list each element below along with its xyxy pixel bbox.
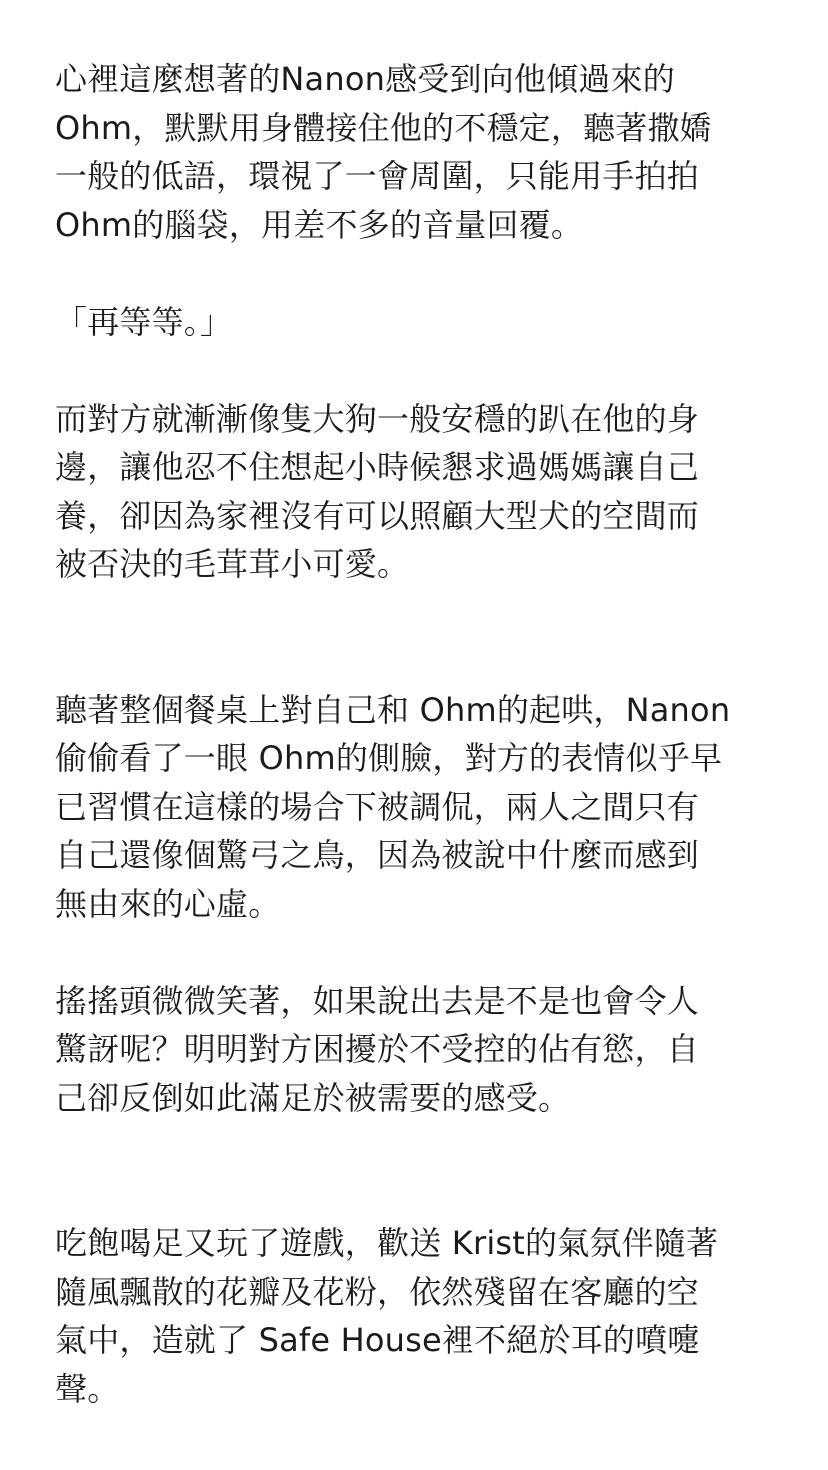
paragraph-spacer bbox=[55, 346, 770, 395]
section-spacer bbox=[55, 589, 770, 686]
paragraph-3: 而對方就漸漸像隻大狗一般安穩的趴在他的身 邊，讓他忍不住想起小時候懇求過媽媽讓自己 養，卻因為家裡沒有可以照顧大型犬的空間而 被否決的毛茸茸小可愛。 bbox=[55, 399, 700, 583]
paragraph-spacer bbox=[55, 249, 770, 298]
story-text bbox=[55, 55, 770, 1413]
paragraph-spacer bbox=[55, 928, 770, 977]
paragraph-4: 聽著整個餐桌上對自己和 Ohm的起哄，Nanon 偷偷看了一眼 Ohm的側臉，對方的表情似乎早 已習慣在這樣的場合下被調侃，兩人之間只有 自己還像個驚弓之鳥，因為被說中什麼而感到 無由來的心虛。 bbox=[55, 690, 731, 923]
section-spacer bbox=[55, 1122, 770, 1219]
paragraph-6: 吃飽喝足又玩了遊戲，歡送 Krist的氣氛伴隨著 隨風飄散的花瓣及花粉，依然殘留在客廳的空 氣中，造就了 Safe House裡不絕於耳的噴嚏 聲。 bbox=[55, 1224, 719, 1408]
paragraph-2-dialogue: 「再等等。」 bbox=[55, 302, 233, 341]
paragraph-5: 搖搖頭微微笑著，如果說出去是不是也會令人 驚訝呢？明明對方困擾於不受控的佔有慾，自 己卻反倒如此滿足於被需要的感受。 bbox=[55, 981, 700, 1117]
paragraph-1: 心裡這麼想著的Nanon感受到向他傾過來的 Ohm，默默用身體接住他的不穩定，聽著撒嬌 一般的低語，環視了一會周圍，只能用手拍拍 Ohm的腦袋，用差不多的音量回覆。 bbox=[55, 60, 712, 244]
